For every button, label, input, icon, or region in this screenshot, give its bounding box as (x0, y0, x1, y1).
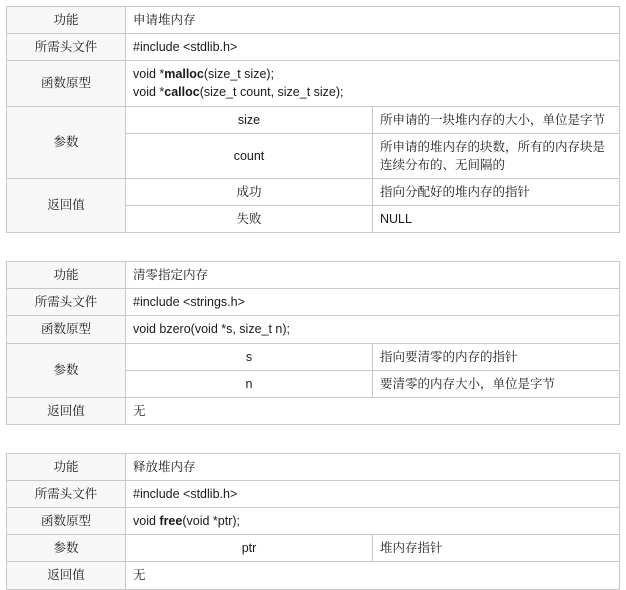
row-value: 清零指定内存 (126, 262, 620, 289)
row-value-prototype (126, 61, 620, 106)
row-label: 参数 (7, 343, 126, 397)
param-name: size (126, 106, 373, 133)
return-name: 成功 (126, 178, 373, 205)
row-label: 返回值 (7, 178, 126, 232)
function-table-bzero (6, 261, 620, 425)
table-spacer (6, 233, 620, 261)
row-label: 功能 (7, 262, 126, 289)
table-row (7, 508, 620, 535)
row-label: 返回值 (7, 397, 126, 424)
table-row (7, 397, 620, 424)
row-label: 所需头文件 (7, 34, 126, 61)
param-name: ptr (126, 535, 373, 562)
row-label: 功能 (7, 453, 126, 480)
table-row (7, 106, 620, 133)
table-row (7, 178, 620, 205)
param-desc: 所申请的一块堆内存的大小，单位是字节 (373, 106, 620, 133)
row-value: #include <strings.h> (126, 289, 620, 316)
row-label: 函数原型 (7, 316, 126, 343)
row-value: #include <stdlib.h> (126, 481, 620, 508)
row-label: 所需头文件 (7, 481, 126, 508)
return-name: 失败 (126, 206, 373, 233)
row-label: 函数原型 (7, 508, 126, 535)
row-value: 无 (126, 397, 620, 424)
row-label: 参数 (7, 535, 126, 562)
table-row (7, 61, 620, 106)
table-row (7, 535, 620, 562)
param-name: s (126, 343, 373, 370)
row-value: #include <stdlib.h> (126, 34, 620, 61)
table-row (7, 7, 620, 34)
row-value-prototype (126, 316, 620, 343)
table-row (7, 453, 620, 480)
param-name: count (126, 133, 373, 178)
return-desc: 指向分配好的堆内存的指针 (373, 178, 620, 205)
param-name: n (126, 370, 373, 397)
table-row (7, 34, 620, 61)
return-desc: NULL (373, 206, 620, 233)
row-value: 释放堆内存 (126, 453, 620, 480)
prototype-line: void bzero(void *s, size_t n); (133, 322, 291, 337)
table-row (7, 262, 620, 289)
param-desc: 指向要清零的内存的指针 (373, 343, 620, 370)
table-row (7, 316, 620, 343)
function-table-malloc-calloc (6, 6, 620, 233)
prototype-line: void *calloc(size_t count, size_t size); (133, 85, 344, 100)
row-label: 功能 (7, 7, 126, 34)
row-label: 函数原型 (7, 61, 126, 106)
row-label: 所需头文件 (7, 289, 126, 316)
param-desc: 要清零的内存大小，单位是字节 (373, 370, 620, 397)
table-row (7, 343, 620, 370)
function-table-free (6, 453, 620, 590)
prototype-line: void free(void *ptr); (133, 514, 240, 529)
row-value-prototype (126, 508, 620, 535)
param-desc: 堆内存指针 (373, 535, 620, 562)
row-value: 申请堆内存 (126, 7, 620, 34)
prototype-line: void *malloc(size_t size); (133, 67, 275, 82)
row-value: 无 (126, 562, 620, 589)
table-spacer (6, 425, 620, 453)
table-row (7, 562, 620, 589)
row-label: 参数 (7, 106, 126, 178)
row-label: 返回值 (7, 562, 126, 589)
param-desc: 所申请的堆内存的块数，所有的内存块是连续分布的、无间隔的 (373, 133, 620, 178)
table-row (7, 481, 620, 508)
table-row (7, 289, 620, 316)
